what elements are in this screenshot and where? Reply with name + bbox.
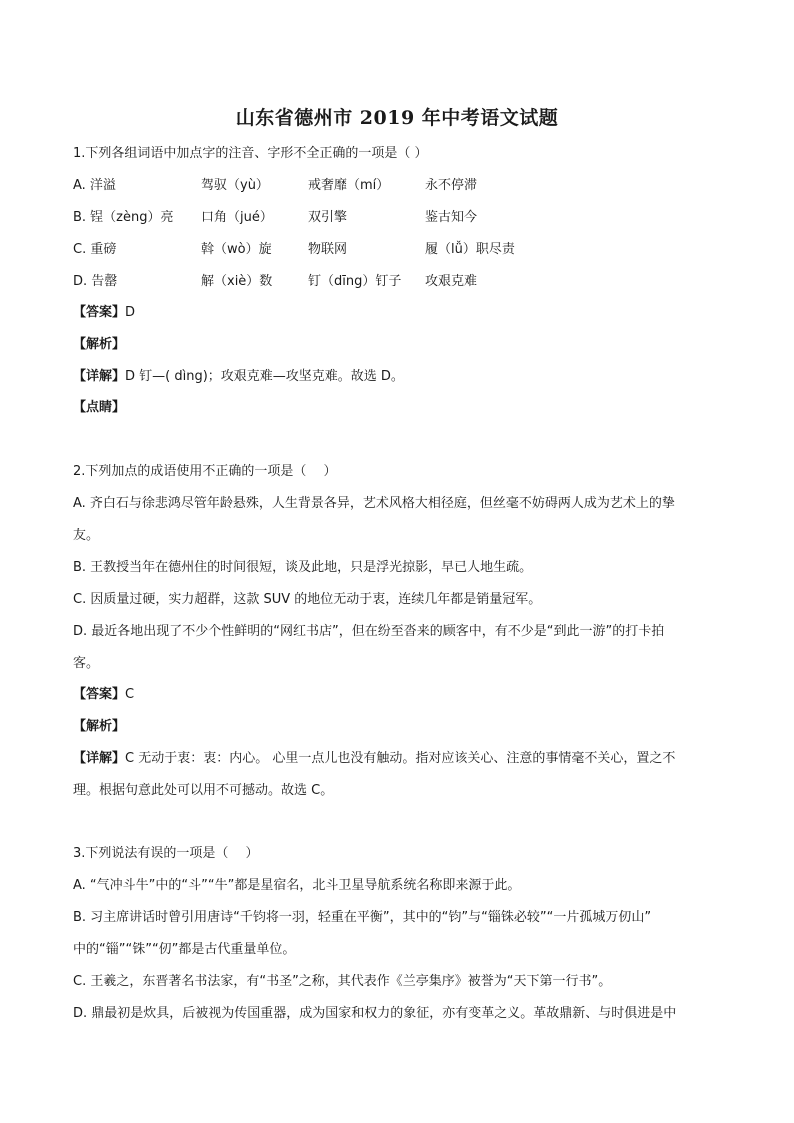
q2-answer-value: C	[125, 687, 135, 702]
q1-stem: 1.下列各组词语中加点字的注音、字形不全正确的一项是（ ）	[73, 146, 428, 161]
q2-detail-text1: C 无动于衷：衷：内心。 心里一点儿也没有触动。指对应该关心、注意的事情毫不关心，置之不	[125, 751, 676, 766]
q1-analysis-label	[73, 335, 125, 355]
q3-stem: 3.下列说法有误的一项是（ ）	[73, 846, 259, 861]
q2-option-d-line1: D. 最近各地出现了不少个性鲜明的“网红书店”，但在纷至沓来的顾客中，有不少是“到此一游”的打卡拍	[73, 624, 665, 639]
q1-c-col1: C. 重磅	[73, 242, 117, 257]
q1-b-col4: 鉴古知今	[425, 210, 478, 225]
q1-d-col2: 解（xiè）数	[201, 274, 273, 289]
q1-b-col3: 双引擎	[308, 210, 348, 225]
q1-d-col3: 钉（dīng）钉子	[308, 274, 402, 289]
q1-detail-text: D 钉—( dìng)；攻艰克难—攻坚克难。故选 D。	[125, 369, 404, 384]
q1-comment-label	[73, 398, 125, 418]
q1-d-col4: 攻艰克难	[425, 274, 478, 289]
q2-answer	[73, 685, 134, 705]
q1-detail	[73, 367, 404, 387]
q1-answer-value: D	[125, 305, 136, 320]
q1-analysis-heading: 【解析】	[73, 337, 126, 352]
q3-option-a: A. “气冲斗牛”中的“斗”“牛”都是星宿名，北斗卫星导航系统名称即来源于此。	[73, 878, 521, 893]
q2-analysis-heading: 【解析】	[73, 719, 126, 734]
q1-b-col1: B. 锃（zèng）亮	[73, 210, 174, 225]
q1-a-col3: 戒奢靡（mí）	[308, 178, 390, 193]
q3-option-b-line1: B. 习主席讲话时曾引用唐诗“千钧将一羽，轻重在平衡”，其中的“钧”与“锱铢必较”“一片孤城万仞山”	[73, 910, 652, 925]
q2-option-d-line2: 客。	[73, 656, 100, 671]
q2-detail-line2: 理。根据句意此处可以用不可撼动。故选 C。	[73, 783, 334, 798]
q1-d-col1: D. 告罄	[73, 274, 118, 289]
q1-answer-label: 【答案】	[73, 305, 126, 320]
q1-detail-label: 【详解】	[73, 369, 126, 384]
q3-option-b-line2: 中的“锱”“铢”“仞”都是古代重量单位。	[73, 942, 296, 957]
q2-stem: 2.下列加点的成语使用不正确的一项是（ ）	[73, 464, 337, 479]
q2-option-c: C. 因质量过硬，实力超群，这款 SUV 的地位无动于衷，连续几年都是销量冠军。	[73, 592, 542, 607]
q2-option-a-line2: 友。	[73, 528, 100, 543]
q3-option-d: D. 鼎最初是炊具，后被视为传国重器，成为国家和权力的象征，亦有变革之义。革故鼎新、与时俱进是中	[73, 1006, 677, 1021]
q1-c-col4: 履（lǚ）职尽责	[425, 242, 515, 257]
page-title: 山东省德州市 2019 年中考语文试题	[235, 107, 559, 129]
q3-option-c: C. 王羲之，东晋著名书法家，有“书圣”之称，其代表作《兰亭集序》被誉为“天下第一行书”。	[73, 974, 612, 989]
q1-c-col3: 物联网	[308, 242, 348, 257]
q1-comment-heading: 【点睛】	[73, 400, 126, 415]
q2-detail-line1	[73, 749, 675, 769]
q2-analysis-label	[73, 717, 125, 737]
q1-a-col1: A. 洋溢	[73, 178, 116, 193]
q2-option-b: B. 王教授当年在德州住的时间很短，谈及此地，只是浮光掠影，早已人地生疏。	[73, 560, 533, 575]
q1-a-col2: 驾驭（yù）	[201, 178, 269, 193]
q1-c-col2: 斡（wò）旋	[201, 242, 272, 257]
q2-answer-label: 【答案】	[73, 687, 126, 702]
q1-b-col2: 口角（jué）	[201, 210, 273, 225]
q1-answer	[73, 303, 135, 323]
q2-detail-label: 【详解】	[73, 751, 126, 766]
q2-option-a-line1: A. 齐白石与徐悲鸿尽管年龄悬殊，人生背景各异，艺术风格大相径庭，但丝毫不妨碍两人成为艺术上的挚	[73, 496, 675, 511]
q1-a-col4: 永不停滞	[425, 178, 478, 193]
